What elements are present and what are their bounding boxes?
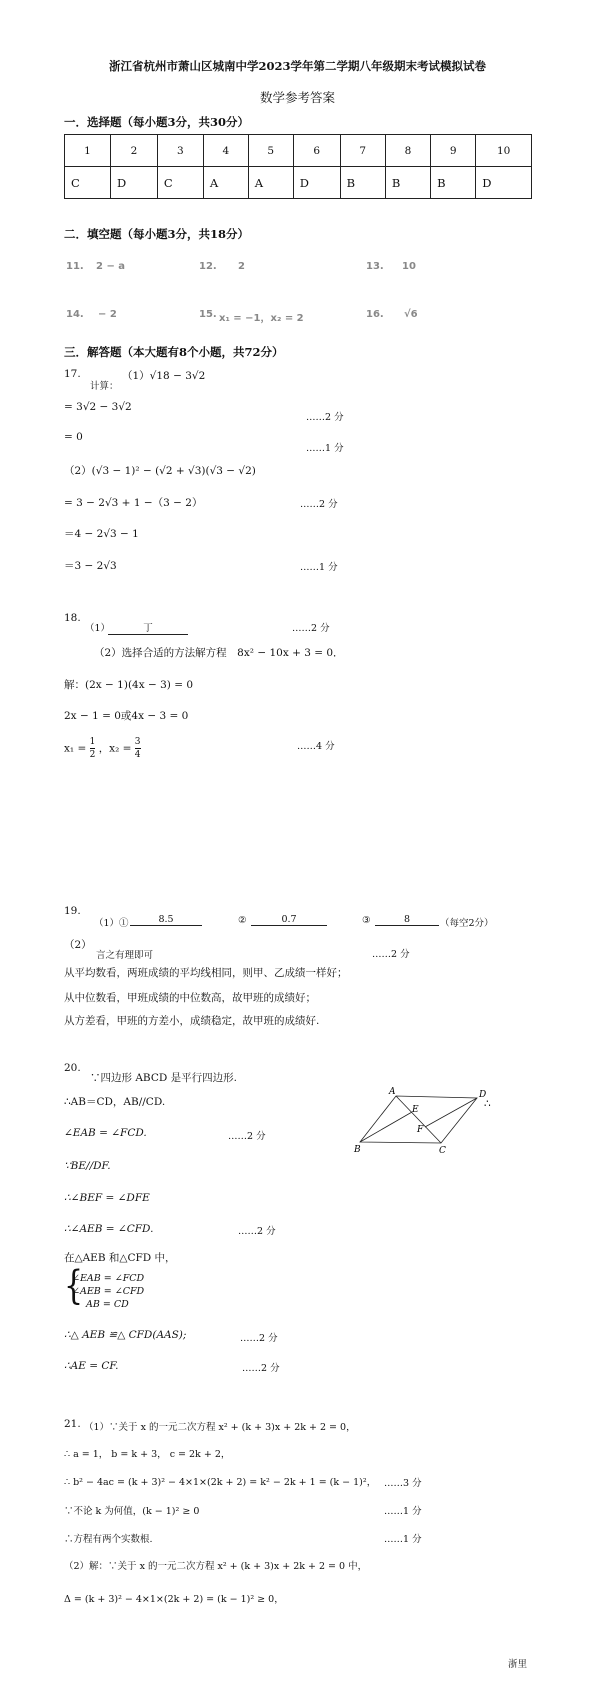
- x1-label: x₁ =: [64, 742, 90, 755]
- fill-item-answer: 2 − a: [96, 261, 126, 272]
- solution-line: ＝4 − 2√3 − 1: [64, 528, 139, 540]
- score-mark: ……2 分: [242, 1363, 280, 1374]
- question-number: 17.: [64, 368, 81, 380]
- system-brace: {: [64, 1263, 84, 1310]
- doc-title: 浙江省杭州市萧山区城南中学2023学年第二学期八年级期末考试模拟试卷: [108, 59, 486, 73]
- blank-wrap: [375, 914, 439, 926]
- proof-line: （1）∵关于 x 的一元二次方程 x² + (k + 3)x + 2k + 2 = 0，: [84, 1422, 356, 1433]
- fill-item-answer: √6: [404, 309, 418, 320]
- solution-line: = 3 − 2√3 + 1 −（3 − 2）: [64, 497, 203, 509]
- blank-answer: 8.5: [130, 914, 202, 926]
- question-number: 18.: [64, 612, 81, 624]
- x2-label: ，x₂ =: [98, 742, 135, 755]
- stray-symbol: ∴: [484, 1098, 491, 1110]
- proof-line: ∠EAB = ∠FCD.: [64, 1127, 147, 1139]
- parallelogram-figure: [354, 1085, 495, 1156]
- score-mark: ……3 分: [384, 1478, 422, 1489]
- solution-line: 2x − 1 = 0或4x − 3 = 0: [64, 710, 189, 722]
- part-label: （1）①: [94, 918, 129, 929]
- point-label-e: E: [412, 1105, 419, 1115]
- answer-table-header-row: [65, 135, 532, 167]
- page-footer: 浙里: [508, 1659, 528, 1670]
- solution-line: = 0: [64, 431, 83, 443]
- fill-item-answer: 10: [402, 261, 416, 272]
- fill-item-number: 14.: [66, 309, 84, 320]
- score-mark: ……1 分: [384, 1534, 422, 1545]
- system-line: ∠EAB = ∠FCD: [72, 1273, 145, 1284]
- blank-answer: 0.7: [251, 914, 327, 926]
- proof-line: （2）解：∵关于 x 的一元二次方程 x² + (k + 3)x + 2k + 2 = 0 中，: [64, 1561, 368, 1572]
- point-label-f: F: [417, 1125, 424, 1135]
- blank-wrap: [130, 914, 202, 926]
- fill-item-answer: − 2: [98, 309, 117, 320]
- denominator: 4: [134, 750, 141, 760]
- section-1-heading: 一．选择题（每小题3分，共30分）: [64, 115, 250, 129]
- calc-label: 计算：: [90, 381, 119, 392]
- reason-line: 从方差看，甲班的方差小，成绩稳定，故甲班的成绩好.: [64, 1015, 320, 1027]
- fill-item-number: 16.: [366, 309, 384, 320]
- proof-line: ∴ a = 1， b = k + 3， c = 2k + 2，: [64, 1449, 231, 1460]
- score-mark: ……2 分: [238, 1226, 276, 1237]
- score-mark: ……1 分: [300, 562, 338, 573]
- table-answer-cell: C: [157, 167, 203, 199]
- table-header-cell: 2: [110, 135, 157, 167]
- proof-line: ∴方程有两个实数根.: [64, 1534, 153, 1545]
- diagonal-ac: [396, 1096, 441, 1143]
- score-mark: ……4 分: [297, 741, 335, 752]
- fraction: [135, 736, 141, 761]
- table-answer-cell: B: [385, 167, 430, 199]
- proof-line: ∴△ AEB ≌△ CFD(AAS);: [64, 1329, 187, 1341]
- solution-fraction-line: [64, 736, 141, 761]
- table-header-cell: 4: [203, 135, 248, 167]
- question-number: 21.: [64, 1418, 81, 1430]
- circled-number: ②: [238, 915, 247, 926]
- solution-line: ＝3 − 2√3: [64, 560, 117, 572]
- score-mark: ……1 分: [306, 443, 344, 454]
- proof-line: ∵不论 k 为何值，(k − 1)² ≥ 0: [64, 1506, 200, 1517]
- table-header-cell: 7: [340, 135, 385, 167]
- section-3-heading: 三．解答题（本大题有8个小题，共72分）: [64, 345, 284, 359]
- proof-line: ∴AE = CF.: [64, 1360, 119, 1372]
- proof-line: ∵BE//DF.: [64, 1160, 111, 1172]
- score-mark: ……2 分: [292, 623, 330, 634]
- table-answer-cell: A: [203, 167, 248, 199]
- part-label: （1）: [85, 623, 111, 634]
- reason-line: 从平均数看，两班成绩的平均线相同，则甲、乙成绩一样好；: [64, 967, 348, 979]
- circled-number: ③: [362, 915, 371, 926]
- question-number: 20.: [64, 1062, 81, 1074]
- proof-line: ∴AB＝CD，AB//CD.: [64, 1096, 166, 1108]
- table-answer-cell: D: [110, 167, 157, 199]
- table-header-cell: 3: [157, 135, 203, 167]
- table-answer-cell: C: [65, 167, 111, 199]
- fill-item-number: 11.: [66, 261, 84, 272]
- fill-item-number: 12.: [199, 261, 217, 272]
- fraction: [90, 736, 96, 761]
- vertex-label-b: B: [354, 1145, 361, 1155]
- table-header-cell: 8: [385, 135, 430, 167]
- table-answer-cell: A: [248, 167, 293, 199]
- section-2-heading: 二．填空题（每小题3分，共18分）: [64, 227, 250, 241]
- problem-text: （2）(√3 − 1)² − (√2 + √3)(√3 − √2): [64, 465, 256, 477]
- fill-item-answer: x₁ = −1，x₂ = 2: [219, 313, 304, 324]
- score-note: （每空2分）: [440, 918, 494, 929]
- answer-table-row: [65, 167, 532, 199]
- segment-df: [425, 1098, 477, 1127]
- system-line: AB = CD: [86, 1299, 129, 1310]
- solution-line: 解：(2x − 1)(4x − 3) = 0: [64, 679, 194, 691]
- table-header-cell: 9: [431, 135, 476, 167]
- fill-item-answer: 2: [238, 261, 245, 272]
- blank-wrap: [251, 914, 327, 926]
- table-answer-cell: D: [293, 167, 340, 199]
- fill-item-number: 15.: [199, 309, 217, 320]
- proof-line: ∴ b² − 4ac = (k + 3)² − 4×1×(2k + 2) = k² − 2k + 1 = (k − 1)²，: [64, 1477, 377, 1488]
- vertex-label-c: C: [439, 1146, 446, 1156]
- answer-blank: [108, 620, 188, 635]
- proof-line: ∴∠AEB = ∠CFD.: [64, 1223, 154, 1235]
- proof-line: ∴∠BEF = ∠DFE: [64, 1192, 150, 1204]
- blank-answer: 8: [375, 914, 439, 926]
- problem-text: （1）√18 − 3√2: [122, 370, 206, 382]
- answer-table: [64, 134, 532, 199]
- solution-line: = 3√2 − 3√2: [64, 401, 132, 413]
- table-header-cell: 6: [293, 135, 340, 167]
- part-label: （2）: [64, 939, 92, 951]
- score-mark: ……1 分: [384, 1506, 422, 1517]
- segment-be: [360, 1112, 412, 1142]
- score-mark: ……2 分: [240, 1333, 278, 1344]
- fill-item-number: 13.: [366, 261, 384, 272]
- reason-line: 从中位数看，甲班成绩的中位数高，故甲班的成绩好；: [64, 992, 316, 1004]
- table-header-cell: 10: [476, 135, 532, 167]
- blank-answer: 丁: [108, 620, 188, 635]
- table-header-cell: 1: [65, 135, 111, 167]
- proof-line: ∵四边形 ABCD 是平行四边形.: [90, 1072, 237, 1084]
- score-mark: ……2 分: [228, 1131, 266, 1142]
- score-mark: ……2 分: [300, 499, 338, 510]
- score-mark: ……2 分: [306, 412, 344, 423]
- table-header-cell: 5: [248, 135, 293, 167]
- doc-subtitle: 数学参考答案: [259, 90, 335, 105]
- numerator: 3: [134, 737, 141, 747]
- numerator: 1: [89, 737, 96, 747]
- problem-text: （2）选择合适的方法解方程 8x² − 10x + 3 = 0．: [94, 647, 344, 659]
- proof-line: 在△AEB 和△CFD 中，: [64, 1252, 176, 1264]
- denominator: 2: [89, 750, 96, 760]
- table-answer-cell: B: [431, 167, 476, 199]
- system-line: ∠AEB = ∠CFD: [72, 1286, 145, 1297]
- answer-hint: 言之有理即可: [96, 950, 154, 961]
- question-number: 19.: [64, 905, 81, 917]
- vertex-label-a: A: [389, 1087, 396, 1097]
- table-answer-cell: D: [476, 167, 532, 199]
- score-mark: ……2 分: [372, 949, 410, 960]
- table-answer-cell: B: [340, 167, 385, 199]
- vertex-label-d: D: [479, 1090, 487, 1100]
- proof-line: Δ = (k + 3)² − 4×1×(2k + 2) = (k − 1)² ≥ 0，: [64, 1594, 284, 1605]
